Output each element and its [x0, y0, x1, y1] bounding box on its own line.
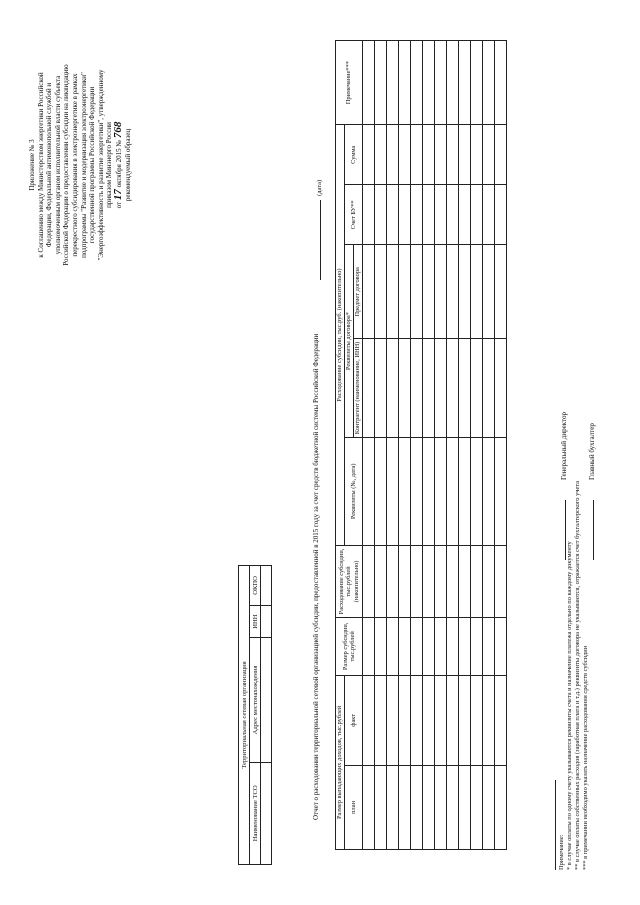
- table-cell: [399, 437, 411, 545]
- table-cell: [495, 545, 507, 617]
- table-cell: [435, 675, 447, 765]
- header-subsidy-spent: Расходование субсидии, тыс.рублей (накопительно): [336, 545, 363, 617]
- table-cell: [363, 245, 375, 339]
- table-row: [435, 41, 447, 850]
- table-cell: [375, 125, 387, 185]
- org-header-address: Адрес местонахождения: [250, 638, 261, 762]
- signature-line: [593, 500, 594, 560]
- table-cell: [435, 185, 447, 245]
- table-cell: [435, 125, 447, 185]
- table-cell: [375, 245, 387, 339]
- table-cell: [387, 41, 399, 125]
- header-payment-details: Реквизиты (№, дата): [345, 437, 363, 545]
- org-cell: [261, 762, 272, 864]
- table-cell: [411, 618, 423, 676]
- table-cell: [495, 437, 507, 545]
- note-item: *** в примечании необходимо указать назначение расходования средств субсидии: [582, 645, 589, 870]
- approval-line: государственной программы Российской Федерации: [88, 86, 97, 244]
- table-cell: [399, 618, 411, 676]
- table-cell: [375, 675, 387, 765]
- table-cell: [387, 339, 399, 438]
- table-cell: [459, 545, 471, 617]
- table-cell: [459, 41, 471, 125]
- org-cell: [261, 638, 272, 762]
- header-note: Примечание***: [336, 41, 363, 125]
- table-cell: [435, 545, 447, 617]
- table-cell: [363, 185, 375, 245]
- table-row: [363, 41, 375, 850]
- table-cell: [435, 245, 447, 339]
- table-cell: [495, 765, 507, 849]
- table-cell: [399, 125, 411, 185]
- table-cell: [423, 339, 435, 438]
- table-cell: [375, 765, 387, 849]
- table-cell: [399, 185, 411, 245]
- table-cell: [411, 339, 423, 438]
- table-cell: [459, 125, 471, 185]
- table-cell: [447, 185, 459, 245]
- table-cell: [483, 339, 495, 438]
- table-cell: [435, 437, 447, 545]
- date-line: [320, 200, 321, 280]
- table-row: [471, 41, 483, 850]
- header-subsidy-size: Размер субсидии, тыс.рублей: [336, 618, 363, 676]
- table-cell: [495, 339, 507, 438]
- table-row: [387, 41, 399, 850]
- table-cell: [471, 41, 483, 125]
- table-cell: [363, 765, 375, 849]
- table-cell: [435, 618, 447, 676]
- director-label: Генеральный директор: [560, 412, 568, 480]
- table-cell: [471, 437, 483, 545]
- table-cell: [483, 675, 495, 765]
- table-cell: [471, 675, 483, 765]
- order-number-handwritten: 768: [111, 121, 124, 139]
- table-cell: [447, 675, 459, 765]
- table-cell: [363, 339, 375, 438]
- table-cell: [483, 185, 495, 245]
- table-cell: [447, 125, 459, 185]
- table-cell: [411, 765, 423, 849]
- table-cell: [459, 339, 471, 438]
- table-cell: [411, 125, 423, 185]
- table-cell: [375, 545, 387, 617]
- org-header-okpo: ОКПО: [250, 566, 261, 606]
- table-cell: [387, 675, 399, 765]
- table-cell: [459, 245, 471, 339]
- table-cell: [423, 545, 435, 617]
- table-cell: [423, 437, 435, 545]
- table-cell: [471, 545, 483, 617]
- table-cell: [399, 245, 411, 339]
- table-cell: [387, 618, 399, 676]
- approval-block: [28, 30, 132, 300]
- table-row: [483, 41, 495, 850]
- org-header-name: Наименование ТСО: [250, 762, 261, 864]
- table-cell: [483, 437, 495, 545]
- table-cell: [495, 125, 507, 185]
- table-cell: [483, 618, 495, 676]
- table-cell: [423, 618, 435, 676]
- date-prefix: от: [114, 201, 123, 209]
- table-row: [495, 41, 507, 850]
- table-cell: [483, 545, 495, 617]
- table-cell: [459, 185, 471, 245]
- table-cell: [387, 125, 399, 185]
- header-plan: план: [345, 765, 363, 849]
- table-cell: [471, 125, 483, 185]
- table-cell: [423, 125, 435, 185]
- report-table: [335, 40, 507, 850]
- table-cell: [375, 185, 387, 245]
- director-signature: [560, 412, 568, 560]
- table-cell: [423, 765, 435, 849]
- table-cell: [363, 618, 375, 676]
- header-lost-income: Размер выпадающих доходов, тыс.рублей: [336, 675, 345, 849]
- table-row: [375, 41, 387, 850]
- table-cell: [423, 245, 435, 339]
- approval-line: перекрестного субсидирования в электроэнергетике в рамках: [70, 73, 79, 257]
- approval-line: приказом Минэнерго России: [105, 122, 114, 208]
- table-cell: [375, 339, 387, 438]
- accountant-label: Главный бухгалтер: [588, 423, 596, 480]
- table-cell: [411, 185, 423, 245]
- header-contract-subject: Предмет договора: [354, 245, 363, 339]
- accountant-signature: [588, 423, 596, 560]
- header-account: Счет БУ**: [345, 185, 363, 245]
- table-cell: [375, 41, 387, 125]
- signature-line: [565, 500, 566, 560]
- header-counterparty: Контрагент (наименование, ИНН): [354, 339, 363, 438]
- table-cell: [483, 245, 495, 339]
- sample-note: рекомендуемый образец: [123, 128, 132, 202]
- approval-date: [111, 30, 124, 300]
- approval-line: Приложение № 3: [28, 139, 36, 191]
- table-cell: [411, 245, 423, 339]
- table-cell: [399, 545, 411, 617]
- table-cell: [495, 618, 507, 676]
- table-cell: [375, 437, 387, 545]
- table-cell: [447, 545, 459, 617]
- table-cell: [375, 618, 387, 676]
- approval-line: "Энергоэффективность и развитие энергетики", утвержденному: [96, 69, 105, 261]
- table-cell: [447, 339, 459, 438]
- table-cell: [471, 339, 483, 438]
- table-cell: [399, 339, 411, 438]
- table-row: [447, 41, 459, 850]
- table-row: [423, 41, 435, 850]
- table-cell: [447, 245, 459, 339]
- table-cell: [363, 545, 375, 617]
- table-cell: [495, 41, 507, 125]
- table-row: [459, 41, 471, 850]
- header-contract-details: Реквизиты договора*: [345, 245, 354, 437]
- date-label: (дата): [316, 179, 323, 196]
- organization-table: [238, 565, 272, 865]
- table-cell: [495, 675, 507, 765]
- table-cell: [435, 765, 447, 849]
- table-cell: [471, 618, 483, 676]
- note-item: * в случае оплаты по одному счету указываются реквизиты счета и назначение платежа отдельно по каждому документу: [566, 541, 573, 870]
- table-cell: [387, 765, 399, 849]
- table-cell: [459, 675, 471, 765]
- table-cell: [471, 185, 483, 245]
- approval-line: Федерации, Федеральной антимонопольной службой и: [45, 82, 54, 248]
- table-cell: [495, 185, 507, 245]
- header-fact: факт: [345, 675, 363, 765]
- table-row: [411, 41, 423, 850]
- date-day-handwritten: 17: [111, 189, 124, 201]
- org-cell: [261, 605, 272, 637]
- table-cell: [411, 545, 423, 617]
- table-cell: [483, 125, 495, 185]
- table-cell: [411, 675, 423, 765]
- table-cell: [387, 545, 399, 617]
- table-cell: [387, 245, 399, 339]
- report-title: Отчет о расходовании территориальной сетевой организацией субсидии, предоставленной в 2015 году за счет средств бюджетной системы Российской Федерации: [312, 333, 320, 820]
- table-cell: [363, 437, 375, 545]
- table-cell: [387, 437, 399, 545]
- organization-table-title: Территориальная сетевая организация: [239, 566, 250, 865]
- approval-line: подпрограммы "Развитие и модернизация электроэнергетики": [79, 72, 88, 258]
- table-cell: [447, 765, 459, 849]
- document-sheet: [20, 20, 620, 880]
- approval-line: к Соглашению между Министерством энергетики Российской: [36, 72, 45, 258]
- org-cell: [261, 566, 272, 606]
- table-cell: [459, 437, 471, 545]
- approval-line: Российской Федерации о предоставлении субсидии на ликвидацию: [62, 64, 71, 266]
- table-cell: [411, 437, 423, 545]
- header-amount: Сумма: [345, 125, 363, 185]
- table-cell: [423, 185, 435, 245]
- table-cell: [363, 675, 375, 765]
- table-cell: [447, 437, 459, 545]
- table-cell: [363, 125, 375, 185]
- table-cell: [483, 41, 495, 125]
- table-cell: [459, 765, 471, 849]
- table-cell: [411, 41, 423, 125]
- approval-line: уполномоченным органом исполнительной власти субъекта: [53, 75, 62, 255]
- table-cell: [399, 765, 411, 849]
- table-cell: [483, 765, 495, 849]
- table-cell: [435, 41, 447, 125]
- date-rest: октября 2015 №: [114, 138, 123, 188]
- table-cell: [447, 618, 459, 676]
- note-item: ** в случае оплаты собственных расходов (заработная плата и т.д.) реквизиты договора не указываются, отражается счет бухгалтерского учета: [574, 480, 581, 870]
- table-cell: [363, 41, 375, 125]
- table-cell: [423, 675, 435, 765]
- notes-title: Примечание:: [558, 834, 565, 870]
- table-cell: [471, 245, 483, 339]
- header-spending: Расходование субсидии, тыс.руб. (накопительно): [336, 125, 345, 546]
- table-cell: [495, 245, 507, 339]
- notes-rule: [555, 780, 556, 870]
- date-field: [316, 180, 323, 280]
- table-cell: [435, 339, 447, 438]
- org-header-inn: ИНН: [250, 605, 261, 637]
- table-cell: [399, 675, 411, 765]
- table-cell: [387, 185, 399, 245]
- table-cell: [459, 618, 471, 676]
- table-row: [399, 41, 411, 850]
- table-cell: [471, 765, 483, 849]
- table-cell: [447, 41, 459, 125]
- table-cell: [423, 41, 435, 125]
- table-cell: [399, 41, 411, 125]
